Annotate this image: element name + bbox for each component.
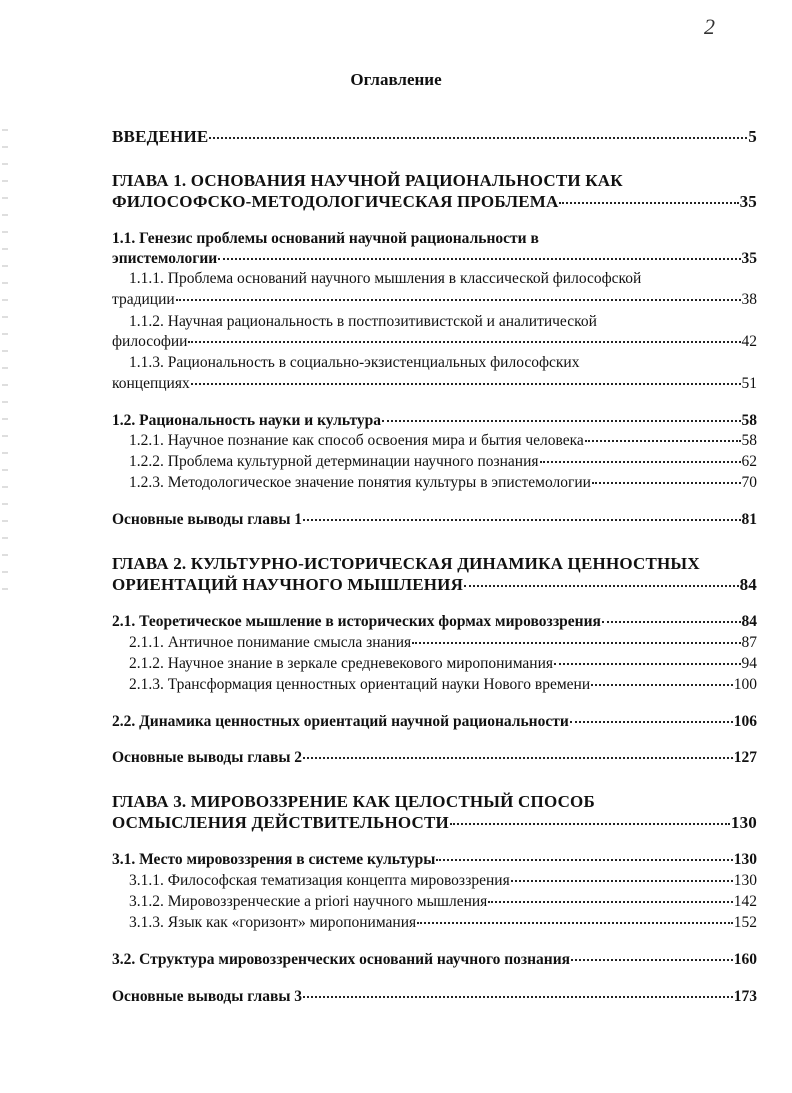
toc-entry-chapter-2[interactable] xyxy=(112,574,757,595)
toc-page-number: 130 xyxy=(733,872,757,889)
toc-entry-label: традиции xyxy=(112,291,175,308)
toc-entry-label: Основные выводы главы 2 xyxy=(112,749,303,766)
toc-entry-subsection-1-2-1[interactable] xyxy=(112,430,757,451)
toc-entry-section-2-2[interactable] xyxy=(112,711,757,732)
toc-entry-section-1-1-line1[interactable]: 1.1. Генезис проблемы оснований научной рациональности в xyxy=(112,230,539,247)
leader-dots xyxy=(218,258,740,260)
leader-dots xyxy=(585,440,741,442)
toc-page-number: 35 xyxy=(741,250,757,267)
toc-entry-introduction[interactable] xyxy=(112,126,757,147)
toc-entry-label: Трансформация ценностных ориентаций науки Нового времени xyxy=(167,676,591,693)
toc-entry-subsection-3-1-2[interactable] xyxy=(112,891,757,912)
leader-dots xyxy=(540,461,741,463)
toc-page-number: 130 xyxy=(730,813,757,832)
toc-entry-label: Мировоззренческие a priori научного мышления xyxy=(167,893,488,910)
toc-entry-subsection-2-1-1[interactable] xyxy=(112,632,757,653)
toc-entry-summary-1[interactable] xyxy=(112,509,757,530)
leader-dots xyxy=(412,642,740,644)
toc-entry-label: Античное понимание смысла знания xyxy=(167,634,412,651)
toc-entry-number: 1.2.3. xyxy=(129,474,164,491)
toc-entry-subsection-1-1-3[interactable] xyxy=(112,373,757,394)
toc-page-number: 173 xyxy=(733,988,757,1005)
toc-entry-label: ОСМЫСЛЕНИЯ ДЕЙСТВИТЕЛЬНОСТИ xyxy=(112,813,449,832)
toc-entry-number: 1.1.2. xyxy=(129,313,164,330)
leader-dots xyxy=(511,880,733,882)
leader-dots xyxy=(570,721,733,723)
leader-dots xyxy=(559,202,738,204)
toc-entry-label: Научное познание как способ освоения мира и бытия человека xyxy=(167,432,584,449)
toc-page-number: 142 xyxy=(733,893,757,910)
toc-entry-label: 3.1. Место мировоззрения в системе культуры xyxy=(112,851,436,868)
toc-page-number: 106 xyxy=(733,713,757,730)
leader-dots xyxy=(450,823,730,825)
toc-page-number: 51 xyxy=(741,375,757,392)
toc-entry-summary-2[interactable] xyxy=(112,747,757,768)
toc-page-number: 42 xyxy=(741,333,757,350)
toc-entry-label: Язык как «горизонт» миропонимания xyxy=(167,914,417,931)
toc-entry-label: 2.1. Теоретическое мышление в исторических формах мировоззрения xyxy=(112,613,601,630)
toc-entry-number: 3.1.3. xyxy=(129,914,164,931)
leader-dots xyxy=(417,922,733,924)
toc-entry-number: 2.1.1. xyxy=(129,634,164,651)
toc-entry-number: 2.1.2. xyxy=(129,655,164,672)
toc-entry-summary-3[interactable] xyxy=(112,986,757,1007)
toc-entry-label: 3.2. Структура мировоззренческих оснований научного познания xyxy=(112,951,571,968)
toc-entry-label: концепциях xyxy=(112,375,190,392)
toc-page-number: 152 xyxy=(733,914,757,931)
toc-page-number: 84 xyxy=(741,613,757,630)
toc-page-number: 84 xyxy=(739,575,757,594)
toc-entry-subsection-1-1-2[interactable] xyxy=(112,331,757,352)
toc-entry-label: эпистемологии xyxy=(112,250,218,267)
toc-page-number: 87 xyxy=(741,634,757,651)
toc-entry-label: Философская тематизация концепта мировоззрения xyxy=(167,872,510,889)
leader-dots xyxy=(382,420,740,422)
toc-entry-chapter-3[interactable] xyxy=(112,812,757,833)
leader-dots xyxy=(209,137,747,139)
leader-dots xyxy=(303,519,740,521)
toc-entry-section-2-1[interactable] xyxy=(112,611,757,632)
toc-entry-subsection-1-1-2-line1[interactable] xyxy=(112,311,757,332)
toc-entry-subsection-2-1-3[interactable] xyxy=(112,674,757,695)
toc-entry-label: ОРИЕНТАЦИЙ НАУЧНОГО МЫШЛЕНИЯ xyxy=(112,575,464,594)
leader-dots xyxy=(464,585,739,587)
toc-page-number: 81 xyxy=(741,511,757,528)
toc-page-number: 62 xyxy=(741,453,757,470)
toc-entry-chapter-3-line1[interactable]: ГЛАВА 3. МИРОВОЗЗРЕНИЕ КАК ЦЕЛОСТНЫЙ СПОСОБ xyxy=(112,792,595,811)
toc-entry-subsection-1-1-1[interactable] xyxy=(112,289,757,310)
toc-entry-number: 1.2.2. xyxy=(129,453,164,470)
scan-edge-artifact xyxy=(2,120,8,590)
leader-dots xyxy=(176,299,741,301)
leader-dots xyxy=(436,859,732,861)
leader-dots xyxy=(188,341,740,343)
leader-dots xyxy=(488,901,732,903)
toc-page-number: 58 xyxy=(741,412,757,429)
leader-dots xyxy=(591,684,733,686)
toc-entry-section-1-1[interactable] xyxy=(112,248,757,269)
leader-dots xyxy=(554,663,740,665)
toc-entry-label: 1.2. Рациональность науки и культура xyxy=(112,412,382,429)
page-title: Оглавление xyxy=(350,70,442,89)
toc-entry-label: философии xyxy=(112,333,188,350)
toc-page-number: 35 xyxy=(739,192,757,211)
toc-entry-subsection-1-2-3[interactable] xyxy=(112,472,757,493)
toc-entry-subsection-3-1-3[interactable] xyxy=(112,912,757,933)
toc-entry-chapter-1-line1[interactable]: ГЛАВА 1. ОСНОВАНИЯ НАУЧНОЙ РАЦИОНАЛЬНОСТИ КАК xyxy=(112,171,623,190)
toc-entry-number: 2.1.3. xyxy=(129,676,164,693)
toc-entry-subsection-2-1-2[interactable] xyxy=(112,653,757,674)
toc-entry-subsection-3-1-1[interactable] xyxy=(112,870,757,891)
toc-page-number: 127 xyxy=(733,749,757,766)
toc-page-number: 100 xyxy=(733,676,757,693)
toc-page-number: 70 xyxy=(741,474,757,491)
toc-entry-label: Методологическое значение понятия культуры в эпистемологии xyxy=(167,474,591,491)
leader-dots xyxy=(602,621,741,623)
toc-entry-subsection-1-1-3-line1[interactable] xyxy=(112,352,757,373)
leader-dots xyxy=(571,959,733,961)
toc-entry-label: Основные выводы главы 1 xyxy=(112,511,303,528)
toc-entry-label: Основные выводы главы 3 xyxy=(112,988,303,1005)
toc-entry-label: Научное знание в зеркале средневекового миропонимания xyxy=(167,655,554,672)
leader-dots xyxy=(303,757,733,759)
page-number-handwritten: 2 xyxy=(704,14,715,39)
toc-entry-chapter-2-line1[interactable]: ГЛАВА 2. КУЛЬТУРНО-ИСТОРИЧЕСКАЯ ДИНАМИКА ЦЕННОСТНЫХ xyxy=(112,554,700,573)
toc-entry-subsection-1-2-2[interactable] xyxy=(112,451,757,472)
toc-entry-label: Проблема культурной детерминации научного познания xyxy=(167,453,539,470)
toc-page-number: 94 xyxy=(741,655,757,672)
toc-entry-number: 3.1.2. xyxy=(129,893,164,910)
toc-entry-label: 2.2. Динамика ценностных ориентаций научной рациональности xyxy=(112,713,569,730)
leader-dots xyxy=(191,383,741,385)
toc-entry-subsection-1-1-1-line1[interactable] xyxy=(112,268,757,289)
toc-entry-label: Научная рациональность в постпозитивистской и аналитической xyxy=(167,313,597,330)
toc-entry-number: 1.1.3. xyxy=(129,354,164,371)
toc-entry-label: Проблема оснований научного мышления в классической философской xyxy=(167,270,642,287)
toc-page-number: 160 xyxy=(733,951,757,968)
leader-dots xyxy=(592,482,741,484)
toc-entry-label: Рациональность в социально-экзистенциальных философских xyxy=(167,354,580,371)
toc-entry-section-3-1[interactable] xyxy=(112,849,757,870)
toc-page-number: 58 xyxy=(741,432,757,449)
toc-page-number: 5 xyxy=(748,127,757,146)
toc-entry-number: 1.1.1. xyxy=(129,270,164,287)
toc-entry-number: 3.1.1. xyxy=(129,872,164,889)
toc-entry-section-3-2[interactable] xyxy=(112,949,757,970)
leader-dots xyxy=(303,996,733,998)
toc-page-number: 38 xyxy=(741,291,757,308)
toc-page-number: 130 xyxy=(733,851,757,868)
toc-entry-label: ВВЕДЕНИЕ xyxy=(112,127,209,146)
toc-entry-chapter-1[interactable] xyxy=(112,191,757,212)
toc-entry-section-1-2[interactable] xyxy=(112,410,757,431)
toc-entry-number: 1.2.1. xyxy=(129,432,164,449)
toc-entry-label: ФИЛОСОФСКО-МЕТОДОЛОГИЧЕСКАЯ ПРОБЛЕМА xyxy=(112,192,559,211)
